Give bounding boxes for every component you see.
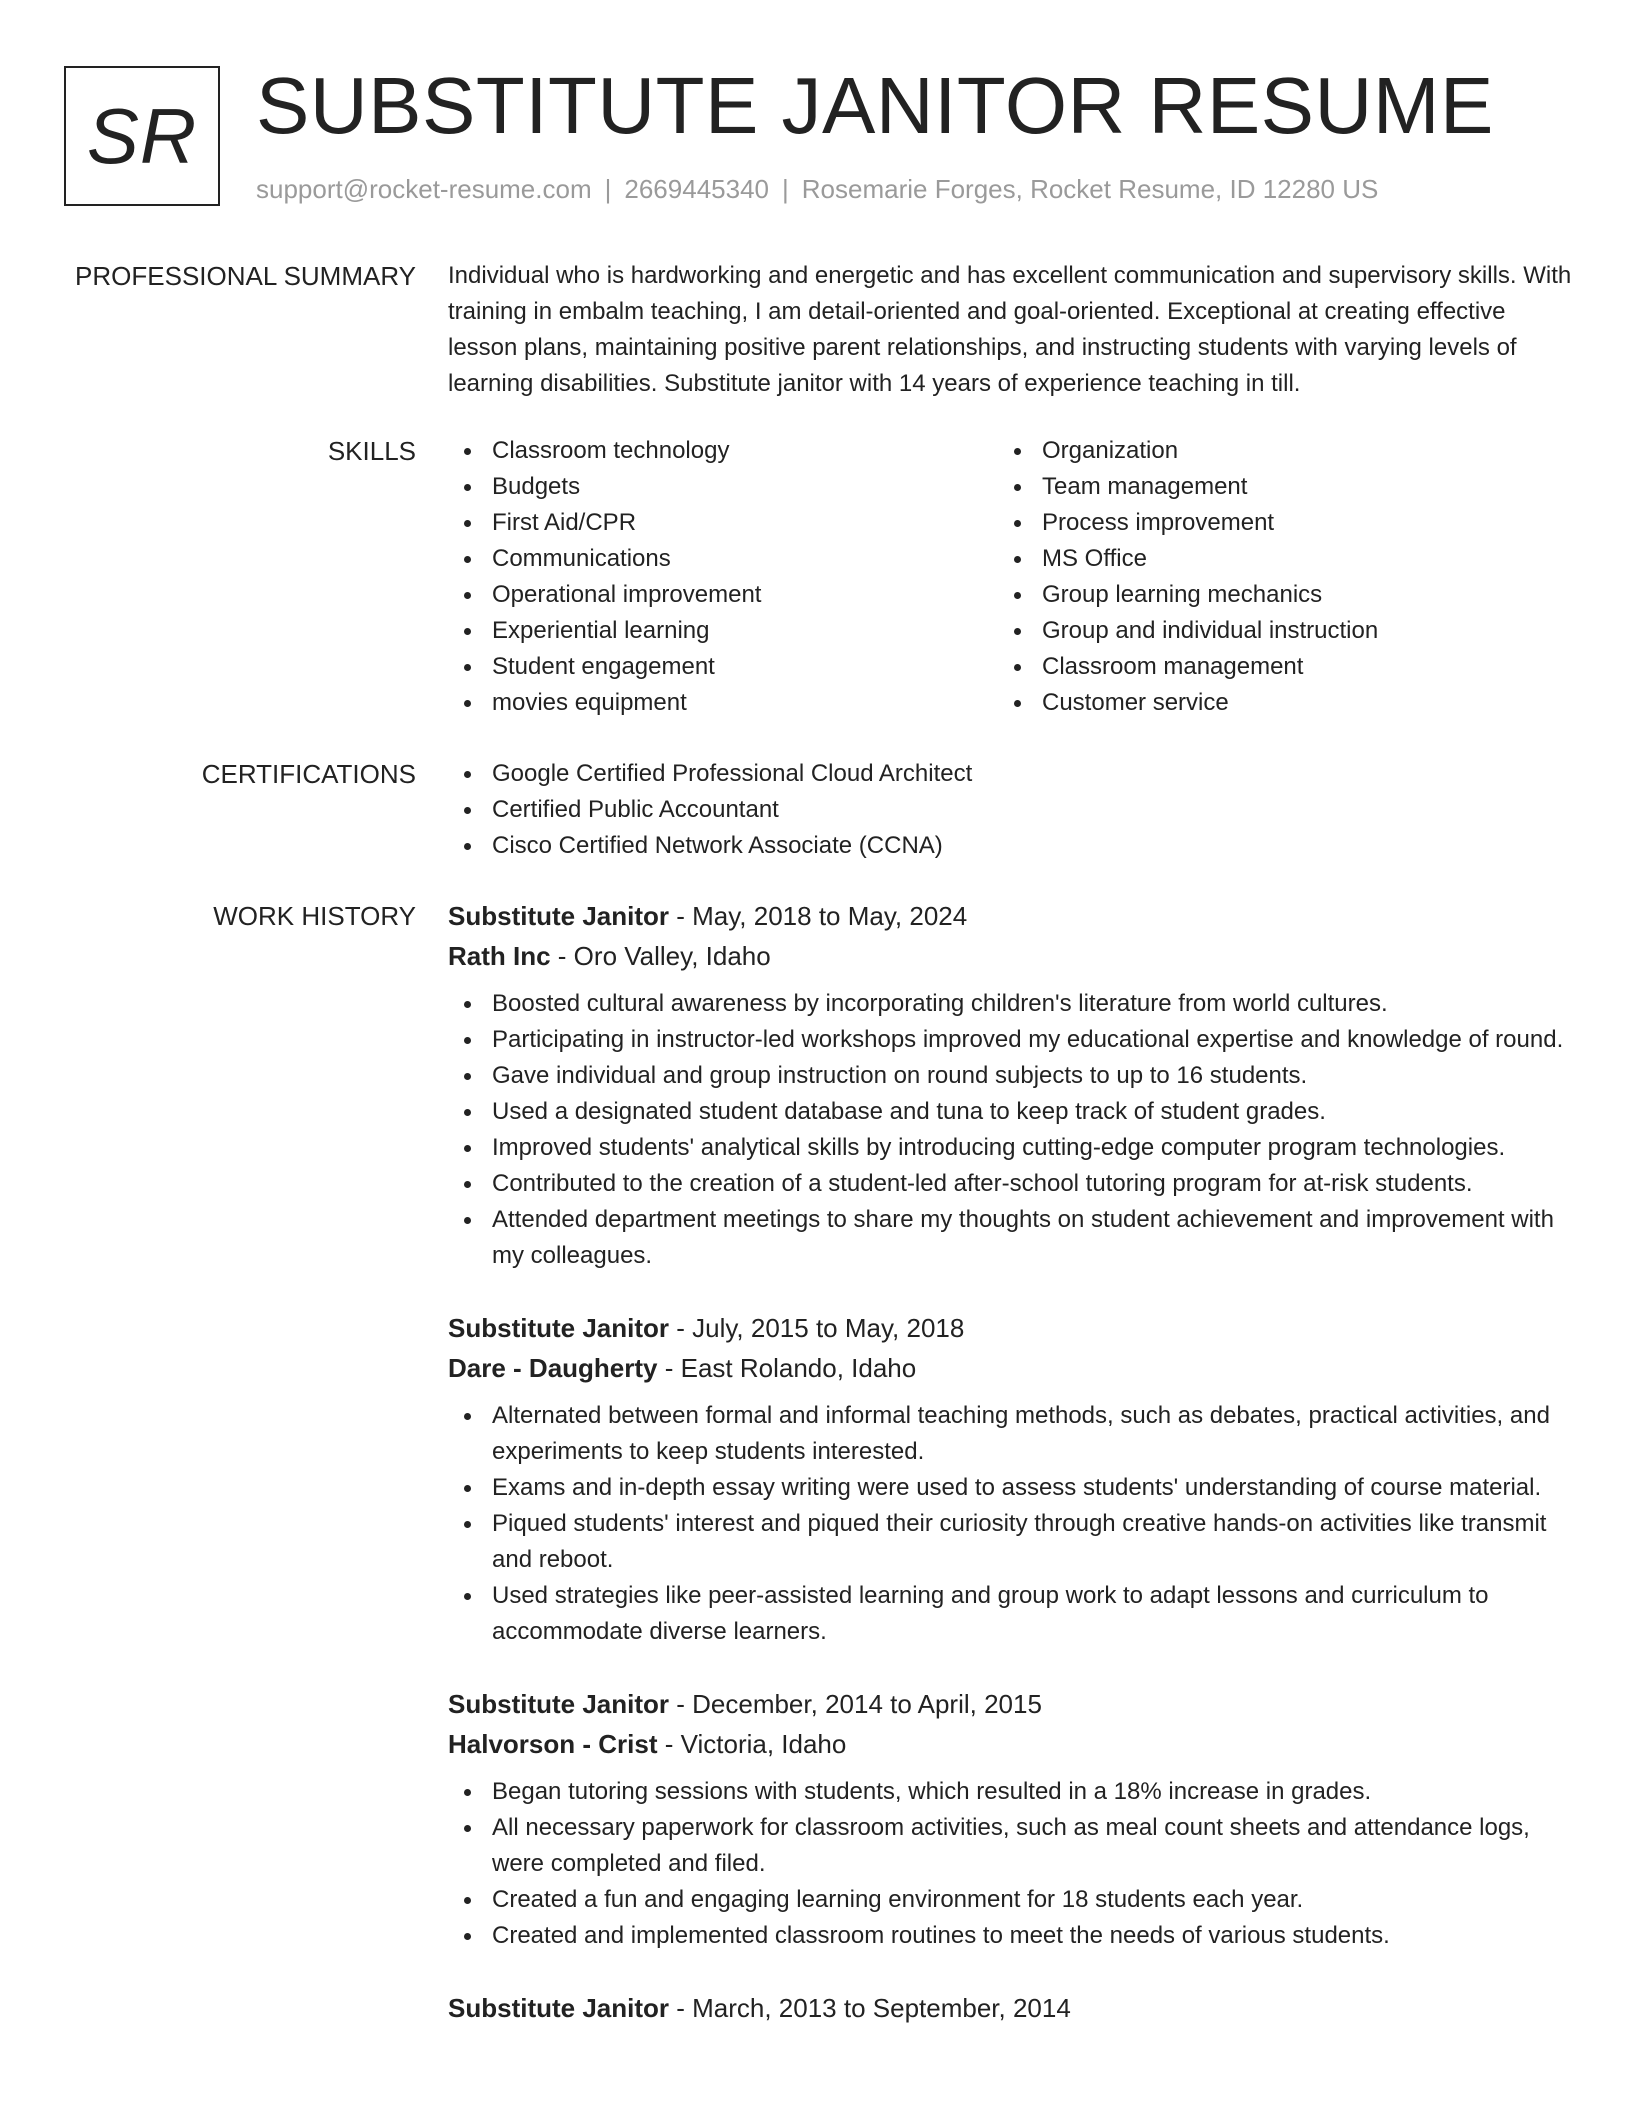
contact-email: support@rocket-resume.com bbox=[256, 174, 592, 204]
job-title: Substitute Janitor bbox=[448, 1689, 670, 1719]
job-company-line bbox=[448, 1724, 1578, 1764]
list-item: Created and implemented classroom routines to meet the needs of various students. bbox=[448, 1918, 1578, 1954]
list-item: Student engagement bbox=[448, 649, 998, 685]
list-item: Used strategies like peer-assisted learning and group work to adapt lessons and curriculum to accommodate diverse learners. bbox=[448, 1578, 1578, 1650]
list-item: All necessary paperwork for classroom activities, such as meal count sheets and attendance logs, were completed and filed. bbox=[448, 1810, 1578, 1882]
list-item: Alternated between formal and informal teaching methods, such as debates, practical activities, and experiments to keep students interested. bbox=[448, 1398, 1578, 1470]
list-item: MS Office bbox=[998, 541, 1548, 577]
contact-separator: | bbox=[604, 174, 612, 204]
job-dates: - March, 2013 to September, 2014 bbox=[669, 1993, 1071, 2023]
list-item: First Aid/CPR bbox=[448, 505, 998, 541]
certifications-list bbox=[448, 756, 1578, 864]
list-item: Certified Public Accountant bbox=[448, 792, 1578, 828]
certifications-body bbox=[448, 756, 1578, 864]
list-item: Cisco Certified Network Associate (CCNA) bbox=[448, 828, 1578, 864]
job-title: Substitute Janitor bbox=[448, 1993, 670, 2023]
list-item: Classroom technology bbox=[448, 433, 998, 469]
job-title-line bbox=[448, 896, 1578, 936]
list-item: Piqued students' interest and piqued their curiosity through creative hands-on activities like transmit and reboot. bbox=[448, 1506, 1578, 1578]
certifications-heading: CERTIFICATIONS bbox=[201, 759, 416, 789]
monogram-badge: SR bbox=[64, 66, 220, 206]
list-item: Google Certified Professional Cloud Architect bbox=[448, 756, 1578, 792]
list-item: Customer service bbox=[998, 685, 1548, 721]
job-title-line bbox=[448, 1308, 1578, 1348]
list-item: Operational improvement bbox=[448, 577, 998, 613]
job-entry bbox=[448, 896, 1578, 1274]
job-title: Substitute Janitor bbox=[448, 901, 670, 931]
list-item: Classroom management bbox=[998, 649, 1548, 685]
job-company: Dare - Daugherty bbox=[448, 1353, 658, 1383]
summary-body bbox=[448, 258, 1578, 402]
job-company: Halvorson - Crist bbox=[448, 1729, 658, 1759]
skills-list-left bbox=[448, 433, 998, 721]
list-item: Experiential learning bbox=[448, 613, 998, 649]
job-company-line bbox=[448, 1348, 1578, 1388]
job-dates: - July, 2015 to May, 2018 bbox=[669, 1313, 965, 1343]
list-item: Budgets bbox=[448, 469, 998, 505]
job-entry bbox=[448, 1308, 1578, 1650]
resume-header bbox=[64, 61, 1594, 210]
job-bullets bbox=[448, 1774, 1578, 1954]
skills-list-right bbox=[998, 433, 1548, 721]
job-location: - East Rolando, Idaho bbox=[657, 1353, 917, 1383]
list-item: Used a designated student database and tuna to keep track of student grades. bbox=[448, 1094, 1578, 1130]
job-title-line bbox=[448, 1684, 1578, 1724]
list-item: Boosted cultural awareness by incorporating children's literature from world cultures. bbox=[448, 986, 1578, 1022]
list-item: Process improvement bbox=[998, 505, 1548, 541]
job-company: Rath Inc bbox=[448, 941, 551, 971]
contact-separator: | bbox=[782, 174, 789, 204]
job-location: - Oro Valley, Idaho bbox=[550, 941, 771, 971]
list-item: Team management bbox=[998, 469, 1548, 505]
list-item: Contributed to the creation of a student-led after-school tutoring program for at-risk students. bbox=[448, 1166, 1578, 1202]
skills-heading: SKILLS bbox=[327, 436, 416, 466]
job-bullets bbox=[448, 1398, 1578, 1650]
list-item: Exams and in-depth essay writing were used to assess students' understanding of course material. bbox=[448, 1470, 1578, 1506]
page-title: SUBSTITUTE JANITOR RESUME bbox=[256, 61, 1494, 150]
job-title-line bbox=[448, 1988, 1578, 2028]
list-item: Began tutoring sessions with students, which resulted in a 18% increase in grades. bbox=[448, 1774, 1578, 1810]
job-dates: - December, 2014 to April, 2015 bbox=[669, 1689, 1042, 1719]
job-location: - Victoria, Idaho bbox=[657, 1729, 847, 1759]
list-item: Group learning mechanics bbox=[998, 577, 1548, 613]
list-item: Attended department meetings to share my thoughts on student achievement and improvement with my colleagues. bbox=[448, 1202, 1578, 1274]
work-history-body bbox=[448, 896, 1578, 2062]
skills-body bbox=[448, 433, 1578, 721]
job-bullets bbox=[448, 986, 1578, 1274]
list-item: Communications bbox=[448, 541, 998, 577]
list-item: Created a fun and engaging learning environment for 18 students each year. bbox=[448, 1882, 1578, 1918]
list-item: Participating in instructor-led workshops improved my educational expertise and knowledge of round. bbox=[448, 1022, 1578, 1058]
work-history-heading: WORK HISTORY bbox=[213, 901, 416, 931]
list-item: movies equipment bbox=[448, 685, 998, 721]
list-item: Gave individual and group instruction on round subjects to up to 16 students. bbox=[448, 1058, 1578, 1094]
summary-heading: PROFESSIONAL SUMMARY bbox=[75, 261, 416, 291]
job-title: Substitute Janitor bbox=[448, 1313, 670, 1343]
job-dates: - May, 2018 to May, 2024 bbox=[669, 901, 968, 931]
list-item: Improved students' analytical skills by introducing cutting-edge computer program technologies. bbox=[448, 1130, 1578, 1166]
list-item: Group and individual instruction bbox=[998, 613, 1548, 649]
job-entry bbox=[448, 1988, 1578, 2028]
contact-address: Rosemarie Forges, Rocket Resume, ID 12280 US bbox=[801, 174, 1379, 204]
contact-line bbox=[256, 174, 1378, 205]
list-item: Organization bbox=[998, 433, 1548, 469]
summary-text: Individual who is hardworking and energetic and has excellent communication and supervisory skills. With training in embalm teaching, I am detail-oriented and goal-oriented. Exceptional at creating effective lesson plans, maintaining positive parent relationships, and instructing students with varying levels of learning disabilities. Substitute janitor with 14 years of experience teaching in till. bbox=[448, 262, 1572, 397]
job-company-line bbox=[448, 936, 1578, 976]
job-entry bbox=[448, 1684, 1578, 1954]
contact-phone: 2669445340 bbox=[624, 174, 769, 204]
